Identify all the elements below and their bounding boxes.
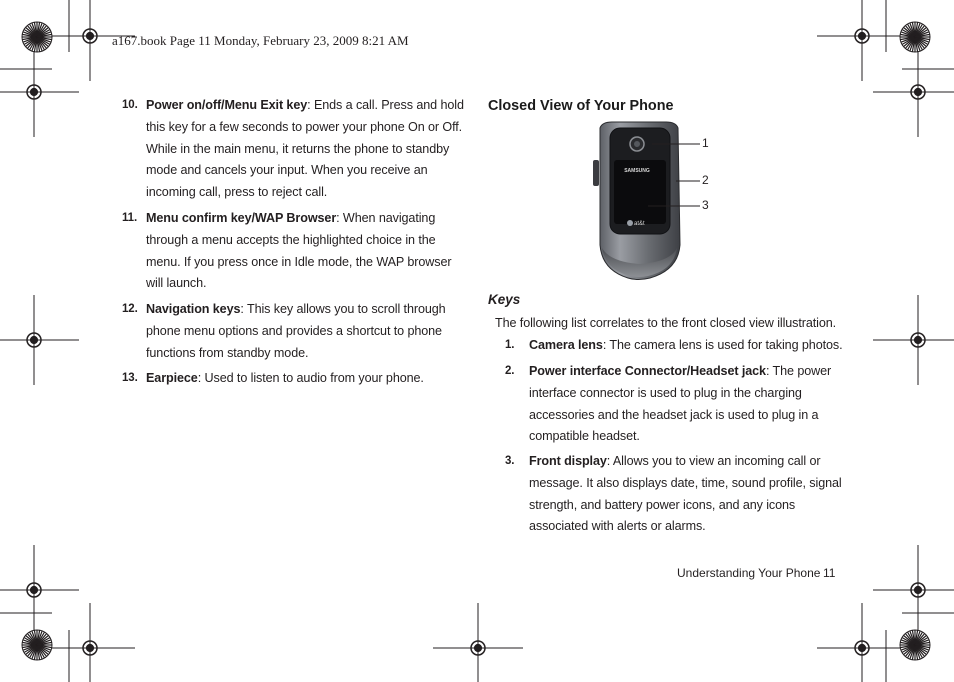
list-text: message. It also displays date, time, sound profile, signal (529, 475, 842, 490)
list-term: Power on/off/Menu Exit key (146, 98, 308, 112)
list-text: : The camera lens is used for taking photos. (602, 338, 843, 352)
carrier-logo: at&t (634, 221, 645, 227)
keys-subheading: Keys (488, 292, 521, 307)
print-header: a167.book Page 11 Monday, February 23, 2009 8:21 AM (112, 33, 409, 48)
list-text: : Ends a call. Press and hold (307, 98, 464, 112)
list-number: 11. (122, 212, 138, 224)
list-text: phone menu options and provides a shortcut to phone (146, 323, 442, 338)
callout-3: 3 (702, 198, 709, 212)
list-number: 3. (505, 455, 515, 467)
list-text: : Used to listen to audio from your phone. (197, 371, 424, 385)
list-term: Menu confirm key/WAP Browser (146, 211, 337, 225)
list-term: Camera lens (529, 338, 603, 352)
list-term: Front display (529, 454, 607, 468)
list-text: strength, and battery power icons, and any icons (529, 497, 796, 512)
callout-1: 1 (702, 136, 709, 150)
list-text: : When navigating (336, 211, 436, 225)
list-text: compatible headset. (529, 429, 640, 444)
list-number: 2. (505, 365, 515, 377)
list-text: this key for a few seconds to power your phone On or Off. (146, 119, 463, 134)
list-text: functions from standby mode. (146, 345, 309, 360)
list-text: through a menu accepts the highlighted choice in the (146, 232, 436, 247)
list-term: Power interface Connector/Headset jack (529, 364, 766, 378)
list-text: incoming call, press to reject call. (146, 185, 328, 200)
list-number: 10. (122, 99, 138, 111)
list-text: associated with alerts or alarms. (529, 519, 706, 534)
list-term: Navigation keys (146, 302, 241, 316)
list-text: : Allows you to view an incoming call or (606, 454, 821, 468)
list-text: accessories and the headset jack is used to plug in a (529, 407, 819, 422)
list-text: menu. If you press once in Idle mode, the WAP browser (146, 254, 452, 269)
list-number: 1. (505, 339, 515, 351)
list-text: : The power (765, 364, 832, 378)
page-number: 11 (823, 566, 836, 580)
callout-2: 2 (702, 173, 709, 187)
list-text: mode and cancels your input. When you receive an (146, 163, 428, 178)
list-text: will launch. (146, 276, 207, 291)
list-term: Earpiece (146, 371, 198, 385)
list-text: While in the main menu, it returns the phone to standby (146, 141, 450, 156)
footer-section: Understanding Your Phone (677, 566, 821, 580)
brand-logo: SAMSUNG (624, 168, 650, 174)
section-title: Closed View of Your Phone (488, 98, 674, 114)
list-text: : This key allows you to scroll through (240, 302, 446, 316)
list-text: interface connector is used to plug in the charging (529, 385, 802, 400)
list-number: 13. (122, 372, 138, 384)
list-number: 12. (122, 303, 138, 315)
intro-text: The following list correlates to the front closed view illustration. (495, 316, 837, 330)
